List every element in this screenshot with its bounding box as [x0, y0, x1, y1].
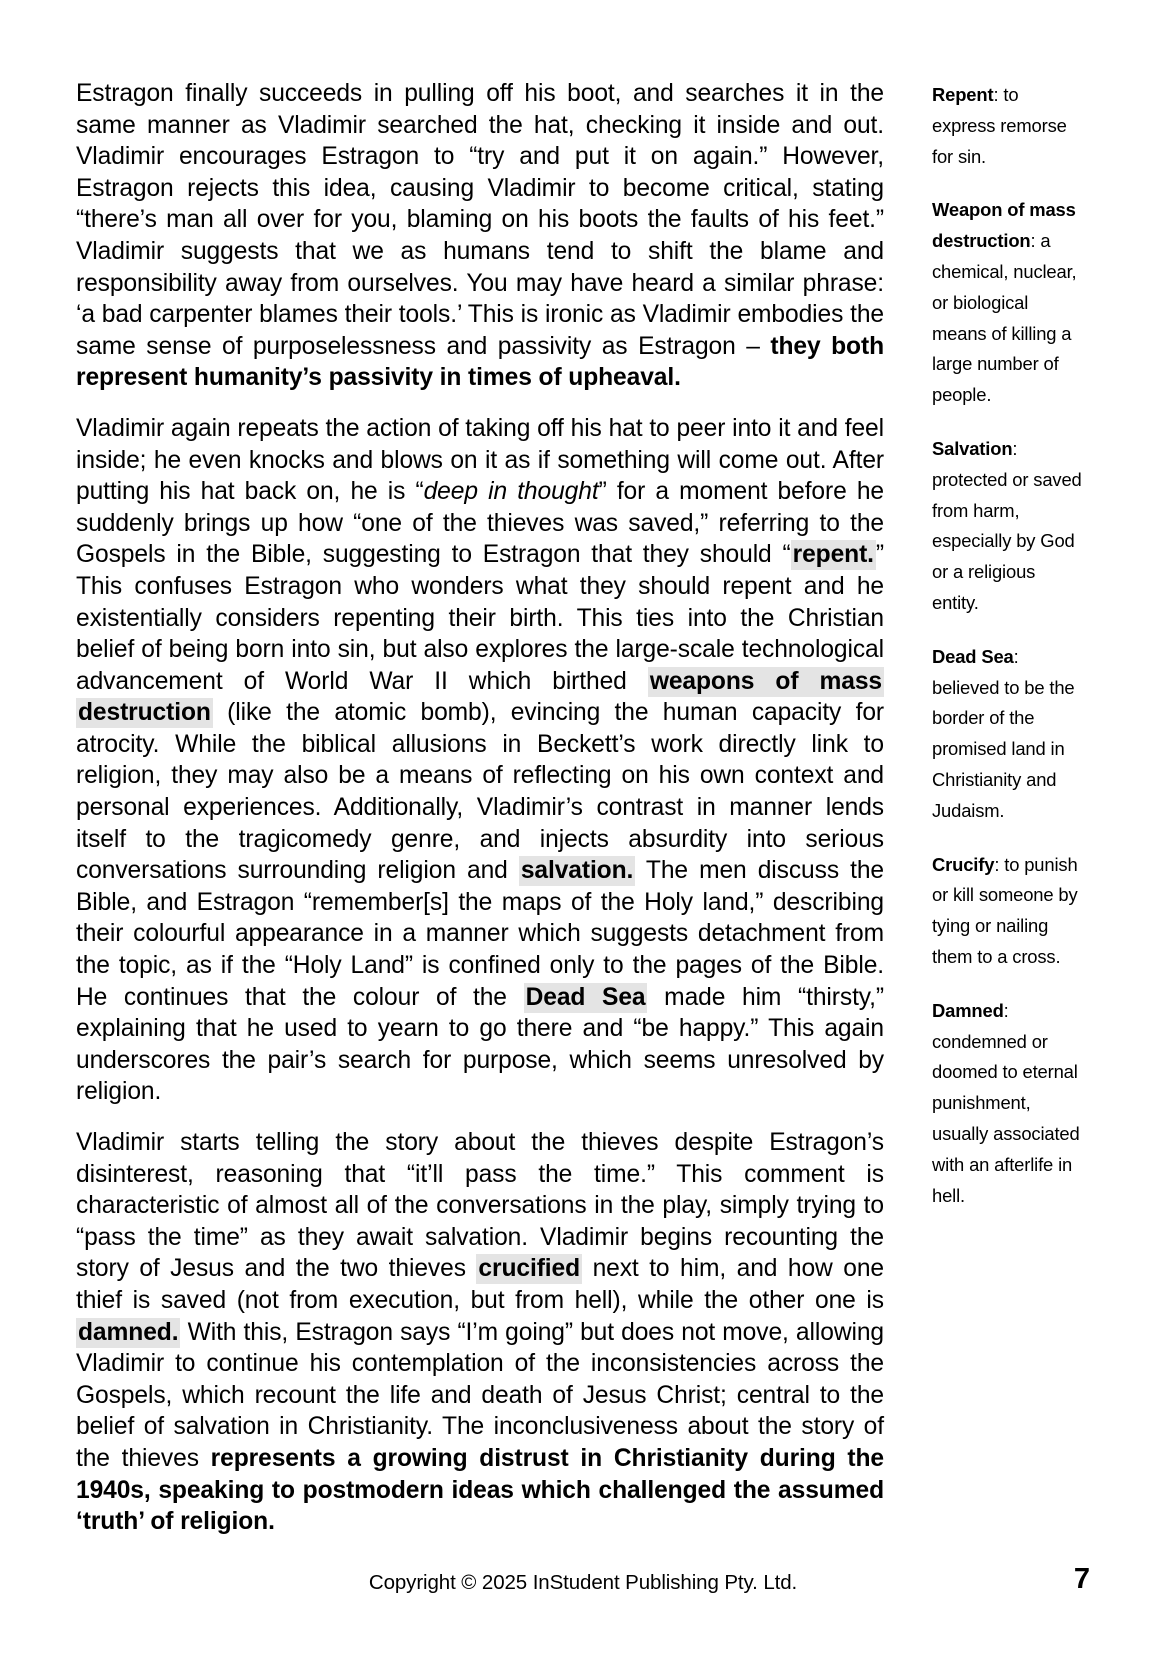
body-text: Estragon finally succeeds in pulling off his boot, and searches it in the same manner as Vladimir searched the hat, checking it inside and out. Vladimir encourages Estragon to “try and put it on again.” However, Estragon rejects this idea, causing Vladimir to become critical, stating “there’s man all over for you, blaming on his boots the faults of his feet.” Vladimir suggests that we as humans tend to shift the blame and responsibility away from ourselves. You may have heard a similar phrase: ‘a bad carpenter blames their tools.’ This is ironic as Vladimir embodies the same sense of purposelessness and passivity as Estragon –: [76, 80, 884, 360]
glossary-entry: [932, 642, 1082, 827]
glossary-term: Crucify: [932, 853, 995, 875]
page-number: 7: [1073, 1563, 1090, 1595]
body-text: With this, Estragon says “I’m going” but does not move, allowing Vladimir to continue his contemplation of the inconsistencies across the Gospels, which recount the life and death of Jesus Christ; central to the belief of salvation in Christianity. The inconclusiveness about the story of the thieves: [76, 1318, 884, 1472]
glossary-term: Repent: [932, 84, 994, 105]
glossary-entry: [932, 850, 1082, 973]
main-text-column: [76, 78, 884, 1538]
italic-quoted-text: deep in thought: [423, 478, 599, 506]
glossary-term: Weapon of mass destruction: [932, 199, 1076, 252]
glossary-entry: [932, 80, 1082, 172]
glossary-definition: : a chemical, nuclear, or biological means of killing a large number of people.: [932, 230, 1077, 406]
highlighted-glossary-term: repent.: [792, 541, 874, 569]
highlighted-glossary-term: weapons of mass destruction: [78, 667, 882, 727]
bold-emphasis-text: represents a growing distrust in Christianity during the 1940s, speaking to postmodern ideas which challenged the assumed ‘truth’ of religion.: [76, 1444, 884, 1536]
highlighted-glossary-term: crucified: [478, 1255, 581, 1283]
body-text: ” for a moment before he suddenly brings up how “one of the thieves was saved,” referring to the Gospels in the Bible, suggesting to Estragon that they should “: [76, 478, 885, 569]
body-text: next to him, and how one thief is saved (not from execution, but from hell), while the other one is: [76, 1255, 884, 1314]
bold-emphasis-text: they both represent humanity’s passivity in times of upheaval.: [76, 332, 884, 392]
body-text: Vladimir again repeats the action of taking off his hat to peer into it and feel inside; he even knocks and blows on it as if something will come out. After putting his hat back on, he is “: [76, 414, 884, 506]
glossary-term: Salvation: [932, 437, 1013, 459]
paragraph-2: [76, 413, 884, 1108]
glossary-entry: [932, 195, 1082, 411]
glossary-definition: : condemned or doomed to eternal punishment, usually associated with an afterlife in hell.: [932, 999, 1080, 1206]
body-text: ” This confuses Estragon who wonders what they should repent and he existentially considers repenting their birth. This ties into the Christian belief of being born into sin, but also explores the large-scale technological advancement of World War II which birthed: [76, 541, 884, 695]
body-text: The men discuss the Bible, and Estragon “remember[s] the maps of the Holy land,” describing their colourful appearance in a manner which suggests detachment from the topic, as if the “Holy Land” is confined only to the pages of the Bible. He continues that the colour of the: [76, 857, 884, 1011]
body-text: made him “thirsty,” explaining that he used to yearn to go there and “be happy.” This again underscores the pair’s search for purpose, which seems unresolved by religion.: [76, 983, 884, 1106]
glossary-definition: : believed to be the border of the promised land in Christianity and Judaism.: [932, 645, 1075, 821]
glossary-definition: : to punish or kill someone by tying or nailing them to a cross.: [932, 853, 1078, 967]
highlighted-glossary-term: salvation.: [520, 857, 634, 885]
glossary-definition: : to express remorse for sin.: [932, 84, 1067, 167]
glossary-entry: [932, 434, 1082, 619]
glossary-term: Damned: [932, 999, 1004, 1021]
page-footer: [76, 1563, 1090, 1616]
body-text: (like the atomic bomb), evincing the human capacity for atrocity. While the biblical allusions in Beckett’s work directly link to religion, they may also be a means of reflecting on his own context and personal experiences. Additionally, Vladimir’s contrast in manner lends itself to the tragicomedy genre, and injects absurdity into serious conversations surrounding religion and: [76, 699, 884, 885]
glossary-term: Dead Sea: [932, 645, 1014, 667]
highlighted-glossary-term: damned.: [78, 1318, 179, 1346]
page-content-area: [76, 78, 1090, 1536]
body-text: Vladimir starts telling the story about the thieves despite Estragon’s disinterest, reasoning that “it’ll pass the time.” This comment is characteristic of almost all of the conversations in the play, simply trying to “pass the time” as they await salvation. Vladimir begins recounting the story of Jesus and the two thieves: [76, 1129, 884, 1283]
copyright-notice: Copyright © 2025 InStudent Publishing Pty. Ltd.: [368, 1571, 798, 1594]
glossary-definition: : protected or saved from harm, especially by God or a religious entity.: [932, 437, 1082, 613]
glossary-sidebar: [932, 78, 1082, 1211]
highlighted-glossary-term: Dead Sea: [525, 983, 646, 1011]
paragraph-3: [76, 1127, 884, 1538]
paragraph-1: [76, 78, 884, 394]
glossary-entry: [932, 996, 1082, 1212]
